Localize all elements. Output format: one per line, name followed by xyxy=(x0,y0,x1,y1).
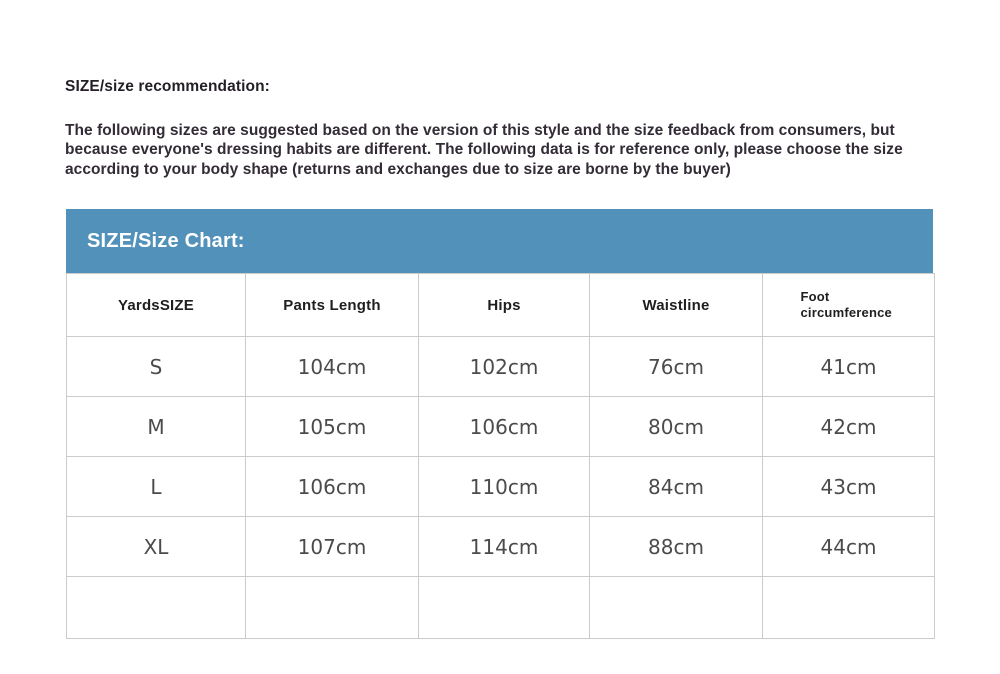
cell-hips: 102cm xyxy=(419,337,590,397)
column-header-foot-circumference xyxy=(763,274,935,337)
column-header-yards-size: YardsSIZE xyxy=(67,274,246,337)
cell-foot-circumference: 44cm xyxy=(763,517,935,577)
column-header-waistline: Waistline xyxy=(590,274,763,337)
cell-size xyxy=(67,577,246,639)
cell-pants-length: 107cm xyxy=(246,517,419,577)
cell-pants-length: 105cm xyxy=(246,397,419,457)
cell-hips: 110cm xyxy=(419,457,590,517)
cell-pants-length xyxy=(246,577,419,639)
column-header-pants-length: Pants Length xyxy=(246,274,419,337)
table-row-size-l xyxy=(67,457,935,517)
cell-waistline: 88cm xyxy=(590,517,763,577)
cell-size: L xyxy=(67,457,246,517)
cell-foot-circumference xyxy=(763,577,935,639)
size-chart-banner-title: SIZE/Size Chart: xyxy=(87,229,245,252)
cell-hips: 106cm xyxy=(419,397,590,457)
cell-foot-circumference: 42cm xyxy=(763,397,935,457)
cell-foot-circumference: 43cm xyxy=(763,457,935,517)
table-row-size-xl xyxy=(67,517,935,577)
cell-hips xyxy=(419,577,590,639)
table-row-size-s xyxy=(67,337,935,397)
size-recommendation-paragraph: The following sizes are suggested based on the version of this style and the size feedback from consumers, but because everyone's dressing habits are different. The following data is for reference only, please choose the size according to your body shape (returns and exchanges due to size are borne by the buyer) xyxy=(65,122,903,178)
cell-hips: 114cm xyxy=(419,517,590,577)
column-header-hips: Hips xyxy=(419,274,590,337)
cell-waistline: 76cm xyxy=(590,337,763,397)
cell-size: M xyxy=(67,397,246,457)
table-row-size-m xyxy=(67,397,935,457)
cell-size: S xyxy=(67,337,246,397)
cell-waistline: 84cm xyxy=(590,457,763,517)
size-chart-table xyxy=(66,273,935,639)
cell-waistline xyxy=(590,577,763,639)
cell-foot-circumference: 41cm xyxy=(763,337,935,397)
cell-waistline: 80cm xyxy=(590,397,763,457)
column-header-foot-circumference-label: Foot circumference xyxy=(800,289,892,320)
size-chart-banner xyxy=(66,209,933,273)
table-row-empty xyxy=(67,577,935,639)
cell-pants-length: 106cm xyxy=(246,457,419,517)
cell-pants-length: 104cm xyxy=(246,337,419,397)
size-recommendation-heading: SIZE/size recommendation: xyxy=(65,78,270,95)
table-header-row xyxy=(67,274,935,337)
cell-size: XL xyxy=(67,517,246,577)
